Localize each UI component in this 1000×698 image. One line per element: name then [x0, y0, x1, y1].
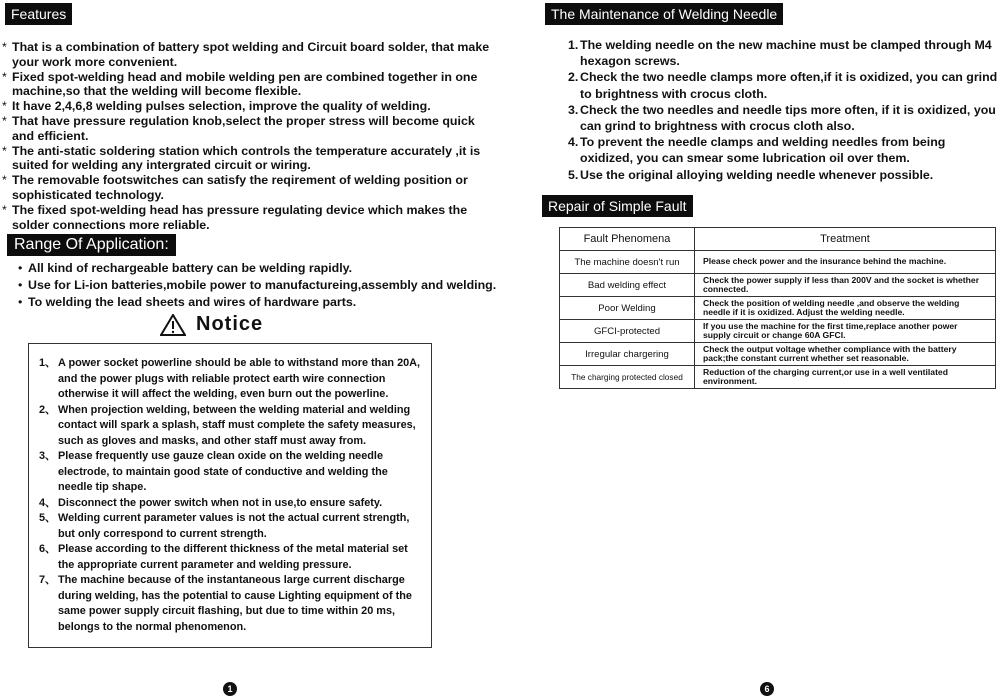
list-item: 5. Use the original alloying welding needle whenever possible.	[568, 167, 934, 182]
list-item: * The removable footswitches can satisfy the reqirement of welding position or sophisticated technology.	[2, 173, 468, 202]
list-item: 4、 Disconnect the power switch when not in use,to ensure safety.	[39, 496, 383, 509]
list-item: * It have 2,4,6,8 welding pulses selection, improve the quality of welding.	[2, 99, 431, 114]
list-item: 7、 The machine because of the instantaneous large current discharge during welding, has the potential to cause Lighting equipment of the same power supply circuit flashing, but due to time within 20 ms, belongs to the normal phenomenon.	[39, 574, 412, 633]
list-item: 3、 Please frequently use gauze clean oxide on the welding needle electrode, to maintain good state of conductive and welding the needle tip shape.	[39, 450, 388, 493]
notice-list	[39, 356, 424, 635]
fault-table	[559, 227, 996, 389]
list-item: 6、 Please according to the different thickness of the metal material set the appropriate current parameter and welding pressure.	[39, 543, 408, 571]
notice-box	[28, 343, 432, 648]
column-header: Treatment	[695, 228, 996, 251]
fault-treatment: Check the power supply if less than 200V and the socket is whether connected.	[695, 274, 996, 297]
maintenance-list	[568, 37, 998, 183]
fault-treatment: Check the output voltage whether compliance with the battery pack;the constant current whether set reasonable.	[695, 343, 996, 366]
features-heading: Features	[5, 3, 72, 25]
list-item: * The anti-static soldering station which controls the temperature accurately ,it is suited for welding any intergrated circuit or wiring.	[2, 143, 481, 173]
maintenance-heading: The Maintenance of Welding Needle	[545, 3, 783, 25]
table-header-row	[560, 228, 996, 251]
fault-phenomenon: Poor Welding	[560, 297, 695, 320]
fault-phenomenon: Bad welding effect	[560, 274, 695, 297]
notice-title-text: Notice	[196, 313, 264, 335]
list-item: 1. The welding needle on the new machine must be clamped through M4 hexagon screws.	[568, 38, 992, 69]
notice-title	[160, 313, 263, 336]
fault-phenomenon: The machine doesn't run	[560, 251, 695, 274]
list-item: 1、 A power socket powerline should be able to withstand more than 20A, and the power plugs with reliable protect earth wire connection otherwise it will affect the welding, even burn out the powerline.	[39, 357, 421, 400]
fault-treatment: If you use the machine for the first time,replace another power supply circuit or change 60A GFCI.	[695, 320, 996, 343]
list-item: * Fixed spot-welding head and mobile welding pen are combined together in one machine,so that the welding will become flexible.	[2, 69, 478, 99]
fault-phenomenon: Irregular chargering	[560, 343, 695, 366]
fault-phenomenon: GFCI-protected	[560, 320, 695, 343]
list-item: • To welding the lead sheets and wires of hardware parts.	[18, 295, 357, 309]
page-number-right: 6	[760, 682, 774, 696]
warning-icon	[160, 314, 186, 336]
column-header: Fault Phenomena	[560, 228, 695, 251]
list-item: • All kind of rechargeable battery can be welding rapidly.	[18, 261, 353, 275]
list-item: 3. Check the two needles and needle tips more often, if it is oxidized, you can grind to brightness with crocus cloth also.	[568, 102, 996, 134]
list-item: 5、 Welding current parameter values is not the actual current strength, but only correspond to current strength.	[39, 512, 410, 540]
list-item: 4. To prevent the needle clamps and welding needles from being oxidized, you can smear some lubrication oil over them.	[568, 135, 946, 166]
fault-phenomenon: The charging protected closed	[560, 366, 695, 389]
repair-heading: Repair of Simple Fault	[542, 195, 693, 217]
page-number-left: 1	[223, 682, 237, 696]
list-item: * That is a combination of battery spot welding and Circuit board solder, that make your work more convenient.	[2, 40, 490, 69]
table-row	[560, 366, 996, 389]
list-item: * The fixed spot-welding head has pressure regulating device which makes the solder connections more reliable.	[2, 202, 468, 232]
list-item: • Use for Li-ion batteries,mobile power to manufactureing,assembly and welding.	[18, 278, 497, 292]
fault-treatment: Check the position of welding needle ,and observe the welding needle if it is oxidized. Adjust the welding needle.	[695, 297, 996, 320]
table-row	[560, 251, 996, 274]
fault-treatment: Reduction of the charging current,or use in a well ventilated environment.	[695, 366, 996, 389]
table-row	[560, 343, 996, 366]
list-item: 2. Check the two needle clamps more often,if it is oxidized, you can grind to brightness with crocus cloth.	[568, 70, 998, 101]
fault-treatment: Please check power and the insurance behind the machine.	[695, 251, 996, 274]
application-list	[18, 260, 498, 311]
features-list	[2, 40, 492, 232]
list-item: 2、 When projection welding, between the welding material and welding contact will spark a splash, staff must complete the safety measures, such as gloves and masks, and other staff must away from.	[39, 403, 416, 447]
application-heading: Range Of Application:	[7, 234, 176, 256]
table-row	[560, 297, 996, 320]
list-item: * That have pressure regulation knob,select the proper stress will become quick and efficient.	[2, 113, 475, 143]
table-row	[560, 320, 996, 343]
table-row	[560, 274, 996, 297]
